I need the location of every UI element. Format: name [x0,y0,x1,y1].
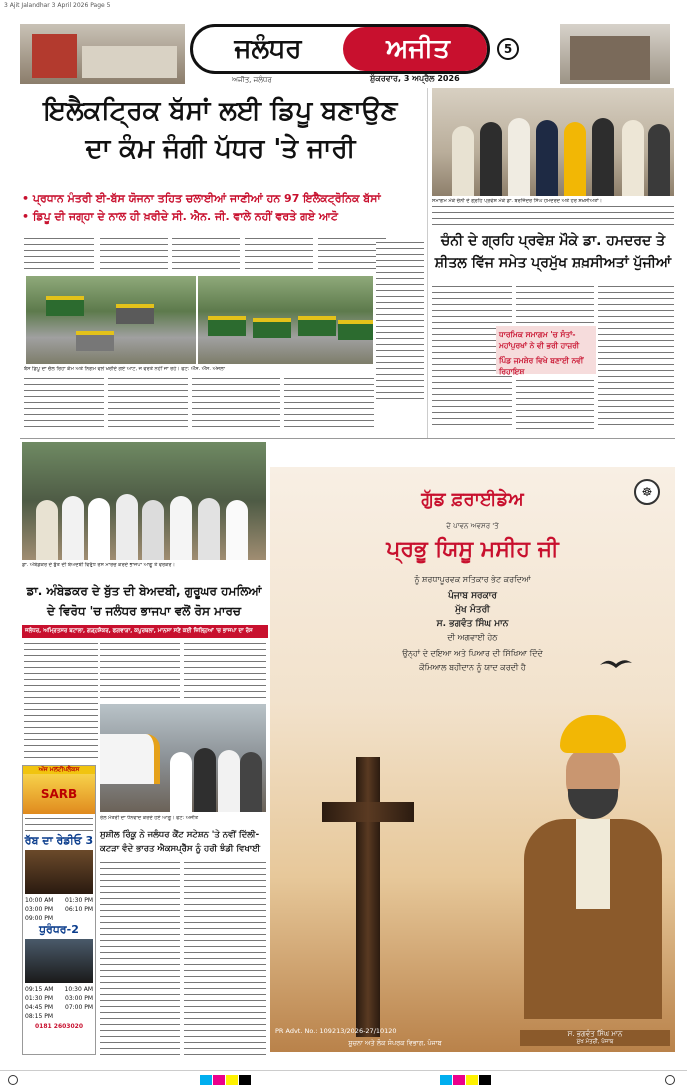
train-body [184,860,266,1055]
right-story-pullquotes [496,326,596,374]
lead-headline-line1: ਇਲੈਕਟ੍ਰਿਕ ਬੱਸਾਂ ਲਈ ਡਿਪੂ ਬਣਾਉਣ [43,96,398,126]
print-slug: 3 Ajit Jalandhar 3 April 2026 Page 5 [4,2,111,9]
masthead-photo-right [560,24,670,84]
ad-line-1: ਨੂੰ ਸ਼ਰਧਾਪੂਰਵਕ ਸਤਿਕਾਰ ਭੇਟ ਕਰਦਿਆਂ [414,575,531,584]
cinema-poster-2 [25,939,93,983]
masthead-name-right: ਅਜੀਤ [343,27,490,71]
ad-line-2: ਪੰਜਾਬ ਸਰਕਾਰ [448,591,497,601]
masthead-photo-left [20,24,185,84]
bird-icon [600,657,632,671]
lead-body-text [24,236,94,272]
masthead-date: ਸ਼ੁੱਕਰਵਾਰ, 3 ਅਪ੍ਰੈਲ 2026 [370,74,460,83]
protest-photo-caption: ਡਾ. ਅੰਬੇਡਕਰ ਦੇ ਬੁੱਤ ਦੀ ਬੇਅਦਬੀ ਵਿਰੁੱਧ ਰੋਸ ਮਾਰਚ ਕਰਦੇ ਭਾਜਪਾ ਆਗੂ ਤੇ ਵਰਕਰ। [22,562,175,568]
lead-bullet-2: • ਡਿਪੂ ਦੀ ਜਗ੍ਹਾ ਦੇ ਨਾਲ ਹੀ ਖ਼ਰੀਦੇ ਸੀ. ਐਨ. ਜੀ. ਵਾਲੇ ਨਹੀਂ ਵਰਤੇ ਗਏ ਆਟੋ [22,208,427,226]
protest-red-strip: ਜਲੰਧਰ, ਅਮ੍ਰਿਤਸਰ ਬਟਾਲਾ, ਗੜ੍ਹਸ਼ੰਕਰ, ਫਗਵਾੜਾ, ਕਪੂਰਥਲਾ, ਮਾਨਸਾ ਸਣੇ ਕਈ ਜ਼ਿਲ੍ਹਿਆਂ 'ਚ ਭਾਜਪਾ ਦਾ ਰੋਸ [22,625,268,638]
lead-body-text [245,236,313,272]
cm-caption: ਸ. ਭਗਵੰਤ ਸਿੰਘ ਮਾਨ ਮੁੱਖ ਮੰਤਰੀ, ਪੰਜਾਬ [520,1030,670,1046]
protest-headline-line1: ਡਾ. ਅੰਬੇਡਕਰ ਦੇ ਬੁੱਤ ਦੀ ਬੇਅਦਬੀ, ਗੁਰੂਘਰ ਹਮਲਿਆਂ [26,584,262,598]
lead-photo-2 [198,276,373,364]
lead-body-text [100,236,168,272]
protest-headline [22,581,266,621]
train-body [100,860,180,1055]
punjab-emblem-icon: ☸ [634,479,660,505]
protest-headline-line2: ਦੇ ਵਿਰੋਧ 'ਚ ਜਲੰਧਰ ਭਾਜਪਾ ਵਲੋਂ ਰੋਸ ਮਾਰਚ [47,604,241,618]
ad-advt-number: PR Advt. No.: 109213/2026-27/10120 [275,1027,397,1035]
print-registration-bar [0,1070,687,1089]
lead-body-text [172,236,240,272]
train-headline-line1: ਸੁਸ਼ੀਲ ਰਿੰਕੂ ਨੇ ਜਲੰਧਰ ਕੈਂਟ ਸਟੇਸ਼ਨ 'ਤੇ ਨਵੀਂ ਦਿੱਲੀ- [100,830,260,840]
lead-bullets [22,190,427,226]
ad-line-6: ਉਨ੍ਹਾਂ ਦੇ ਦਇਆ ਅਤੇ ਪਿਆਰ ਦੀ ਸਿੱਖਿਆ ਦਿੰਦੇ [402,649,543,658]
ad-line-7: ਕੌਮਿਆਲ ਬਹੀਦਾਨ ਨੂੰ ਯਾਦ ਕਰਦੀ ਹੈ [419,663,526,672]
cinema-ad: ਅੱਜ ਮਲਟੀਪਲੈਕਸ SARB ਰੱਬ ਦਾ ਰੇਡੀਓ 3 10:00 AM 01:30 PM 03:00 PM 06:10 PM 09:00 PM ਧੁਰੰਧਰ-2 09:15 AM 10:30 AM 01:30 PM 03:00 PM 04:45 PM 07:00 PM 08:15 PM 0181 2603020 [22,765,96,1055]
lead-body-text [284,376,374,428]
ad-line-3: ਮੁੱਖ ਮੰਤਰੀ [455,605,490,615]
protest-body [100,641,180,701]
masthead-logo [190,24,490,74]
ad-department: ਸੂਚਨਾ ਅਤੇ ਲੋਕ ਸੰਪਰਕ ਵਿਭਾਗ, ਪੰਜਾਬ [348,1039,442,1047]
right-story-photo [432,88,674,196]
masthead-name-left: ਜਲੰਧਰ [234,33,302,64]
cinema-movie-2: ਧੁਰੰਧਰ-2 [39,923,79,936]
cinema-phone: 0181 2603020 [34,1023,83,1030]
right-story-body [598,284,674,430]
ad-occasion: ਦੇ ਪਾਵਨ ਅਵਸਰ 'ਤੇ [446,522,499,530]
cinema-poster-1 [25,850,93,894]
ad-line-5: ਦੀ ਅਗਵਾਈ ਹੇਠ [447,633,498,642]
lead-photo-caption: ਬੱਸ ਡਿਪੂ ਦਾ ਚੱਲ ਰਿਹਾ ਕੰਮ ਅਤੇ ਨਿਗਮ ਵਲੋਂ ਖ਼ਰੀਦੇ ਗਏ ਆਟੋ, ਜੋ ਵਰਤੇ ਨਹੀਂ ਜਾ ਰਹੇ। ਫੋਟੋ: ਐੱਸ. ਐੱਸ. ਔਜਲਾ [24,366,225,372]
right-story-headline [432,230,674,274]
lead-body-text [192,376,280,428]
train-photo [100,704,266,812]
right-story-body [516,284,594,324]
lead-headline [18,92,423,168]
lead-headline-line2: ਦਾ ਕੰਮ ਜੰਗੀ ਪੱਧਰ 'ਤੇ ਜਾਰੀ [85,134,356,164]
ad-name: ਪ੍ਰਭੂ ਯਿਸੂ ਮਸੀਹ ਜੀ [386,537,559,562]
train-photo-caption: ਰੇਲ ਮੰਤਰੀ ਦਾ ਧੰਨਵਾਦ ਕਰਦੇ ਹੋਏ ਆਗੂ। ਫੋਟੋ: ਅਜੀਤ [100,815,199,821]
right-story-headline-line2: ਸ਼ੀਤਲ ਵਿੱਜ ਸਮੇਤ ਪ੍ਰਮੁੱਖ ਸ਼ਖ਼ਸੀਅਤਾਂ ਪੁੱਜੀਆਂ [434,255,672,271]
lead-photo-1 [26,276,196,364]
cinema-times-1: 10:00 AM 01:30 PM [25,897,93,904]
protest-body [24,641,98,761]
page-number: 5 [497,38,519,60]
good-friday-ad [270,467,675,1052]
chief-minister-portrait [518,707,668,1037]
cinema-times-2: 09:15 AM 10:30 AM [25,986,93,993]
cross-icon [356,757,380,1037]
lead-body-text [108,376,188,428]
cinema-movie-1: ਰੱਬ ਦਾ ਰੇਡੀਓ 3 [24,834,94,847]
right-story-body [516,378,594,430]
train-headline [100,828,268,856]
right-story-photo-caption: ਸਮਾਗਮ ਮੌਕੇ ਚੰਨੀ ਦੇ ਗ੍ਰਹਿ ਪ੍ਰਵੇਸ਼ ਮੌਕੇ ਡਾ. ਬਰਜਿੰਦਰ ਸਿੰਘ ਹਮਦਰਦ ਅਤੇ ਹੋਰ ਸ਼ਖ਼ਸੀਅਤਾਂ। [432,198,674,204]
ad-line-4: ਸ. ਭਗਵੰਤ ਸਿੰਘ ਮਾਨ [436,619,509,629]
right-story-headline-line1: ਚੰਨੀ ਦੇ ਗ੍ਰਹਿ ਪ੍ਰਵੇਸ਼ ਮੌਕੇ ਡਾ. ਹਮਦਰਦ ਤੇ [440,233,666,249]
pullquote-1: ਧਾਰਮਿਕ ਸਮਾਗਮ 'ਚ ਸੰਤਾਂ-ਮਹਾਂਪੁਰਖਾਂ ਨੇ ਵੀ ਭਰੀ ਹਾਜ਼ਰੀ [499,330,580,350]
lead-body-text [376,240,424,400]
cinema-banner: ਅੱਜ ਮਲਟੀਪਲੈਕਸ [23,766,95,774]
protest-photo [22,442,266,560]
pullquote-2: ਪਿੰਡ ਜਮਸ਼ੇਰ ਵਿਖੇ ਬਣਾਈ ਨਵੀਂ ਰਿਹਾਇਸ਼ [499,356,584,376]
lead-body-text [24,376,104,428]
ad-title: ਗੁੱਡ ਫ਼ਰਾਈਡੇਅ [421,489,524,510]
protest-body [184,641,266,701]
cinema-brand: SARB [23,774,95,814]
lead-bullet-1: • ਪ੍ਰਧਾਨ ਮੰਤਰੀ ਈ-ਬੱਸ ਯੋਜਨਾ ਤਹਿਤ ਚਲਾਈਆਂ ਜਾਣੀਆਂ ਹਨ 97 ਇਲੈਕਟ੍ਰੋਨਿਕ ਬੱਸਾਂ [22,190,427,208]
train-headline-line2: ਕਟੜਾ ਵੰਦੇ ਭਾਰਤ ਐਕਸਪ੍ਰੈੱਸ ਨੂੰ ਹਰੀ ਝੰਡੀ ਵਿਖਾਈ [100,844,261,854]
masthead-subline: ਅਜੀਤ, ਜਲੰਧਰ [232,76,272,84]
